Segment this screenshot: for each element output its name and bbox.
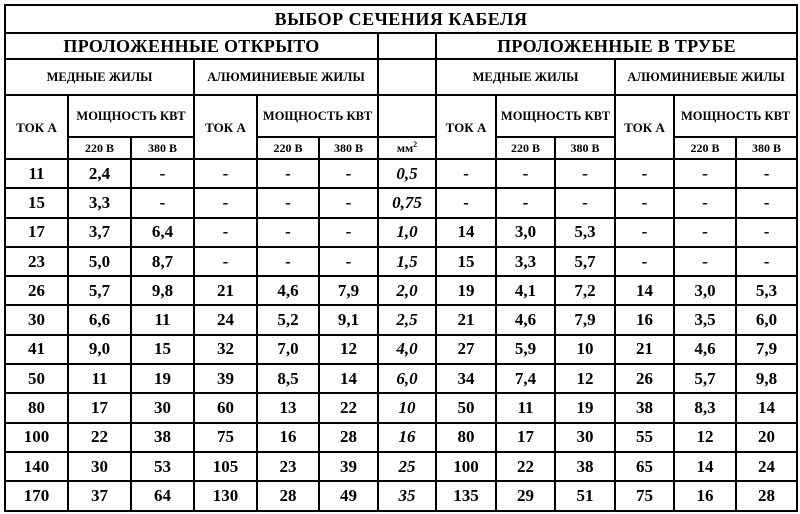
- pipe-copper-power-380-cell: 38: [555, 452, 615, 481]
- open-aluminum-power-220-cell: 5,2: [257, 305, 319, 334]
- pipe-copper-220-header: 220 В: [496, 137, 555, 159]
- table-row: [5, 452, 797, 481]
- open-aluminum-current-cell: -: [194, 188, 257, 217]
- pipe-aluminum-power-380-cell: 28: [736, 481, 797, 510]
- metal-gap: [378, 59, 436, 95]
- pipe-aluminum-power-220-cell: 5,7: [674, 364, 736, 393]
- open-copper-power-380-cell: 9,8: [131, 276, 194, 305]
- pipe-copper-power-380-cell: 7,9: [555, 305, 615, 334]
- pipe-aluminum-power-header: МОЩНОСТЬ КВТ: [674, 95, 797, 137]
- open-copper-power-220-cell: 5,0: [68, 247, 131, 276]
- open-aluminum-power-220-cell: 23: [257, 452, 319, 481]
- open-aluminum-current-cell: 32: [194, 335, 257, 364]
- open-copper-380-header: 380 В: [131, 137, 194, 159]
- open-copper-current-cell: 23: [5, 247, 68, 276]
- cross-section-cell: 25: [378, 452, 436, 481]
- pipe-copper-power-220-cell: -: [496, 188, 555, 217]
- pipe-copper-power-380-cell: 19: [555, 393, 615, 422]
- open-aluminum-power-220-cell: -: [257, 188, 319, 217]
- pipe-aluminum-power-220-cell: -: [674, 188, 736, 217]
- table-row: [5, 305, 797, 334]
- open-copper-220-header: 220 В: [68, 137, 131, 159]
- table-title: ВЫБОР СЕЧЕНИЯ КАБЕЛЯ: [5, 5, 797, 33]
- open-aluminum-header: АЛЮМИНИЕВЫЕ ЖИЛЫ: [194, 59, 378, 95]
- pipe-aluminum-current-cell: 16: [615, 305, 674, 334]
- open-copper-current-cell: 11: [5, 159, 68, 188]
- pipe-copper-current-cell: 135: [436, 481, 496, 510]
- pipe-copper-power-220-cell: 4,1: [496, 276, 555, 305]
- cross-section-cell: 2,0: [378, 276, 436, 305]
- pipe-aluminum-current-cell: 26: [615, 364, 674, 393]
- cross-section-cell: 6,0: [378, 364, 436, 393]
- unit-mm: мм: [396, 141, 414, 155]
- open-aluminum-power-220-cell: 4,6: [257, 276, 319, 305]
- pipe-copper-power-380-cell: 5,3: [555, 218, 615, 247]
- open-copper-current-cell: 170: [5, 481, 68, 510]
- cross-section-cell: 0,75: [378, 188, 436, 217]
- open-copper-power-220-cell: 30: [68, 452, 131, 481]
- pipe-copper-power-220-cell: 29: [496, 481, 555, 510]
- pipe-aluminum-current-cell: 55: [615, 423, 674, 452]
- open-copper-current-cell: 30: [5, 305, 68, 334]
- pipe-aluminum-power-380-cell: 6,0: [736, 305, 797, 334]
- open-copper-current-header: ТОК А: [5, 95, 68, 159]
- open-copper-current-cell: 140: [5, 452, 68, 481]
- open-aluminum-current-cell: -: [194, 218, 257, 247]
- open-copper-power-header: МОЩНОСТЬ КВТ: [68, 95, 194, 137]
- open-aluminum-power-220-cell: -: [257, 159, 319, 188]
- pipe-aluminum-power-380-cell: 24: [736, 452, 797, 481]
- pipe-aluminum-power-380-cell: 14: [736, 393, 797, 422]
- cable-section-table: [4, 4, 798, 512]
- pipe-aluminum-current-cell: 14: [615, 276, 674, 305]
- pipe-copper-current-cell: 80: [436, 423, 496, 452]
- open-copper-current-cell: 80: [5, 393, 68, 422]
- pipe-aluminum-current-cell: 75: [615, 481, 674, 510]
- pipe-aluminum-power-220-cell: -: [674, 247, 736, 276]
- open-copper-power-380-cell: 38: [131, 423, 194, 452]
- open-aluminum-power-380-cell: -: [319, 218, 378, 247]
- open-aluminum-current-cell: 75: [194, 423, 257, 452]
- power-gap: [378, 95, 436, 137]
- open-copper-power-380-cell: 64: [131, 481, 194, 510]
- open-aluminum-power-380-cell: 12: [319, 335, 378, 364]
- pipe-copper-current-cell: 14: [436, 218, 496, 247]
- pipe-copper-power-380-cell: 30: [555, 423, 615, 452]
- pipe-aluminum-power-220-cell: 16: [674, 481, 736, 510]
- pipe-aluminum-current-cell: -: [615, 188, 674, 217]
- open-aluminum-power-220-cell: -: [257, 247, 319, 276]
- open-copper-power-220-cell: 3,7: [68, 218, 131, 247]
- cross-section-cell: 0,5: [378, 159, 436, 188]
- pipe-copper-power-380-cell: 51: [555, 481, 615, 510]
- open-aluminum-220-header: 220 В: [257, 137, 319, 159]
- open-aluminum-power-220-cell: 7,0: [257, 335, 319, 364]
- pipe-aluminum-current-cell: -: [615, 159, 674, 188]
- open-aluminum-power-220-cell: 28: [257, 481, 319, 510]
- open-aluminum-power-380-cell: 49: [319, 481, 378, 510]
- pipe-copper-current-cell: 27: [436, 335, 496, 364]
- pipe-copper-power-380-cell: -: [555, 159, 615, 188]
- open-copper-power-220-cell: 2,4: [68, 159, 131, 188]
- pipe-aluminum-power-380-cell: 7,9: [736, 335, 797, 364]
- pipe-aluminum-power-220-cell: 3,5: [674, 305, 736, 334]
- open-aluminum-current-cell: 39: [194, 364, 257, 393]
- open-copper-current-cell: 15: [5, 188, 68, 217]
- pipe-copper-380-header: 380 В: [555, 137, 615, 159]
- pipe-copper-current-cell: 50: [436, 393, 496, 422]
- open-copper-power-220-cell: 11: [68, 364, 131, 393]
- open-aluminum-power-380-cell: 7,9: [319, 276, 378, 305]
- pipe-copper-power-220-cell: 17: [496, 423, 555, 452]
- section-open: ПРОЛОЖЕННЫЕ ОТКРЫТО: [5, 33, 378, 59]
- pipe-aluminum-current-header: ТОК А: [615, 95, 674, 159]
- open-aluminum-current-cell: -: [194, 247, 257, 276]
- pipe-aluminum-power-380-cell: -: [736, 159, 797, 188]
- table-row: [5, 364, 797, 393]
- pipe-copper-power-220-cell: 7,4: [496, 364, 555, 393]
- pipe-aluminum-power-220-cell: -: [674, 218, 736, 247]
- open-aluminum-power-380-cell: 14: [319, 364, 378, 393]
- open-aluminum-power-380-cell: -: [319, 247, 378, 276]
- open-aluminum-current-cell: 24: [194, 305, 257, 334]
- cross-section-cell: 4,0: [378, 335, 436, 364]
- open-aluminum-current-cell: 21: [194, 276, 257, 305]
- open-copper-current-cell: 100: [5, 423, 68, 452]
- pipe-copper-power-380-cell: 5,7: [555, 247, 615, 276]
- open-aluminum-power-header: МОЩНОСТЬ КВТ: [257, 95, 378, 137]
- pipe-copper-power-380-cell: 10: [555, 335, 615, 364]
- open-copper-power-380-cell: 6,4: [131, 218, 194, 247]
- pipe-aluminum-current-cell: 65: [615, 452, 674, 481]
- open-aluminum-power-380-cell: -: [319, 188, 378, 217]
- open-copper-power-380-cell: -: [131, 159, 194, 188]
- cross-section-cell: 35: [378, 481, 436, 510]
- pipe-copper-power-220-cell: 5,9: [496, 335, 555, 364]
- pipe-aluminum-header: АЛЮМИНИЕВЫЕ ЖИЛЫ: [615, 59, 797, 95]
- pipe-aluminum-power-380-cell: -: [736, 247, 797, 276]
- pipe-copper-power-380-cell: -: [555, 188, 615, 217]
- section-gap: [378, 33, 436, 59]
- cross-section-cell: 1,5: [378, 247, 436, 276]
- pipe-aluminum-power-220-cell: -: [674, 159, 736, 188]
- pipe-copper-power-220-cell: 11: [496, 393, 555, 422]
- pipe-aluminum-power-220-cell: 4,6: [674, 335, 736, 364]
- open-aluminum-power-380-cell: 28: [319, 423, 378, 452]
- cross-section-cell: 10: [378, 393, 436, 422]
- open-copper-power-380-cell: 15: [131, 335, 194, 364]
- open-copper-current-cell: 17: [5, 218, 68, 247]
- pipe-copper-current-cell: 15: [436, 247, 496, 276]
- pipe-aluminum-power-220-cell: 8,3: [674, 393, 736, 422]
- pipe-copper-header: МЕДНЫЕ ЖИЛЫ: [436, 59, 615, 95]
- unit-mm-exponent: 2: [413, 140, 418, 149]
- open-copper-current-cell: 41: [5, 335, 68, 364]
- pipe-copper-current-cell: -: [436, 188, 496, 217]
- pipe-aluminum-power-380-cell: 20: [736, 423, 797, 452]
- open-copper-power-220-cell: 5,7: [68, 276, 131, 305]
- table-row: [5, 247, 797, 276]
- pipe-copper-power-220-cell: 4,6: [496, 305, 555, 334]
- open-copper-power-380-cell: 53: [131, 452, 194, 481]
- open-copper-power-380-cell: 8,7: [131, 247, 194, 276]
- table-row: [5, 188, 797, 217]
- open-aluminum-power-220-cell: 13: [257, 393, 319, 422]
- pipe-copper-power-380-cell: 12: [555, 364, 615, 393]
- pipe-aluminum-power-380-cell: -: [736, 188, 797, 217]
- open-copper-power-220-cell: 6,6: [68, 305, 131, 334]
- pipe-copper-current-cell: -: [436, 159, 496, 188]
- pipe-copper-power-220-cell: 22: [496, 452, 555, 481]
- open-aluminum-power-380-cell: 9,1: [319, 305, 378, 334]
- pipe-aluminum-power-380-cell: -: [736, 218, 797, 247]
- cross-section-cell: 1,0: [378, 218, 436, 247]
- open-aluminum-power-220-cell: -: [257, 218, 319, 247]
- open-aluminum-current-cell: 60: [194, 393, 257, 422]
- pipe-aluminum-power-380-cell: 9,8: [736, 364, 797, 393]
- open-aluminum-power-220-cell: 8,5: [257, 364, 319, 393]
- open-copper-power-220-cell: 17: [68, 393, 131, 422]
- cross-section-cell: 16: [378, 423, 436, 452]
- open-aluminum-power-380-cell: -: [319, 159, 378, 188]
- table-row: [5, 335, 797, 364]
- pipe-copper-power-220-cell: 3,0: [496, 218, 555, 247]
- pipe-copper-current-cell: 34: [436, 364, 496, 393]
- open-aluminum-current-header: ТОК А: [194, 95, 257, 159]
- open-aluminum-current-cell: 105: [194, 452, 257, 481]
- pipe-copper-power-380-cell: 7,2: [555, 276, 615, 305]
- open-aluminum-power-220-cell: 16: [257, 423, 319, 452]
- open-aluminum-power-380-cell: 39: [319, 452, 378, 481]
- pipe-aluminum-220-header: 220 В: [674, 137, 736, 159]
- pipe-copper-power-header: МОЩНОСТЬ КВТ: [496, 95, 615, 137]
- open-copper-power-380-cell: -: [131, 188, 194, 217]
- pipe-aluminum-power-380-cell: 5,3: [736, 276, 797, 305]
- open-aluminum-power-380-cell: 22: [319, 393, 378, 422]
- pipe-aluminum-power-220-cell: 14: [674, 452, 736, 481]
- cross-section-cell: 2,5: [378, 305, 436, 334]
- data-rows: [5, 159, 797, 511]
- open-copper-current-cell: 26: [5, 276, 68, 305]
- pipe-aluminum-power-220-cell: 12: [674, 423, 736, 452]
- open-copper-power-220-cell: 9,0: [68, 335, 131, 364]
- pipe-aluminum-380-header: 380 В: [736, 137, 797, 159]
- pipe-copper-current-header: ТОК А: [436, 95, 496, 159]
- open-copper-power-220-cell: 37: [68, 481, 131, 510]
- open-aluminum-current-cell: 130: [194, 481, 257, 510]
- pipe-copper-current-cell: 19: [436, 276, 496, 305]
- open-aluminum-current-cell: -: [194, 159, 257, 188]
- open-copper-power-380-cell: 11: [131, 305, 194, 334]
- open-copper-header: МЕДНЫЕ ЖИЛЫ: [5, 59, 194, 95]
- pipe-aluminum-current-cell: -: [615, 218, 674, 247]
- open-copper-current-cell: 50: [5, 364, 68, 393]
- table-row: [5, 276, 797, 305]
- pipe-copper-power-220-cell: 3,3: [496, 247, 555, 276]
- pipe-aluminum-current-cell: 21: [615, 335, 674, 364]
- pipe-copper-current-cell: 21: [436, 305, 496, 334]
- table-row: [5, 218, 797, 247]
- open-copper-power-380-cell: 30: [131, 393, 194, 422]
- pipe-aluminum-current-cell: -: [615, 247, 674, 276]
- cross-section-unit-header: [378, 137, 436, 159]
- open-copper-power-220-cell: 22: [68, 423, 131, 452]
- pipe-aluminum-current-cell: 38: [615, 393, 674, 422]
- open-aluminum-380-header: 380 В: [319, 137, 378, 159]
- table-row: [5, 481, 797, 510]
- table-row: [5, 393, 797, 422]
- pipe-copper-power-220-cell: -: [496, 159, 555, 188]
- open-copper-power-380-cell: 19: [131, 364, 194, 393]
- section-pipe: ПРОЛОЖЕННЫЕ В ТРУБЕ: [436, 33, 797, 59]
- table-row: [5, 159, 797, 188]
- open-copper-power-220-cell: 3,3: [68, 188, 131, 217]
- pipe-aluminum-power-220-cell: 3,0: [674, 276, 736, 305]
- table-row: [5, 423, 797, 452]
- pipe-copper-current-cell: 100: [436, 452, 496, 481]
